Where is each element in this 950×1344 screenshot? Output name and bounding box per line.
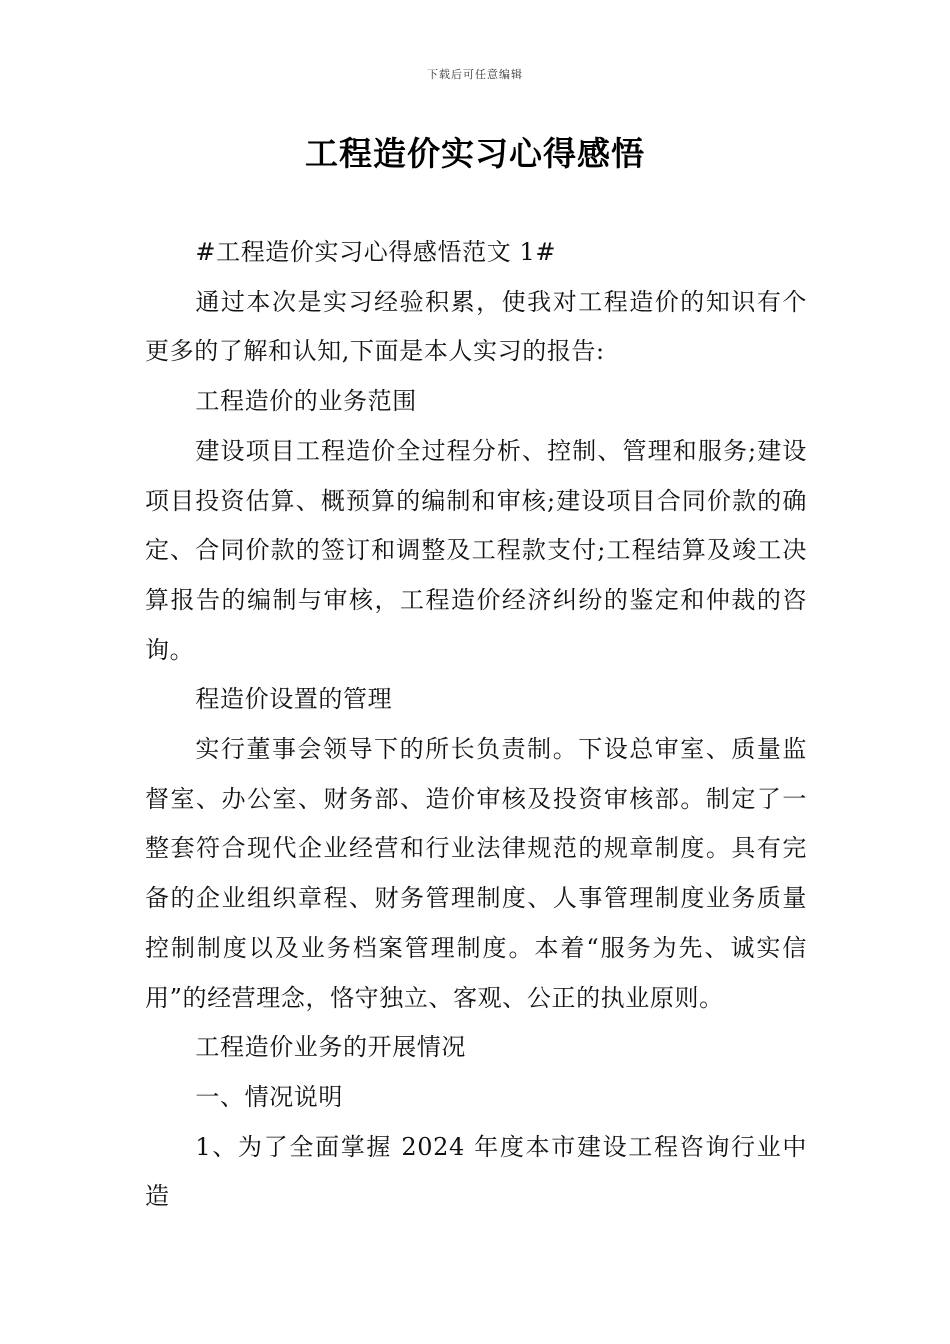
section-heading-business: 工程造价业务的开展情况: [195, 1033, 466, 1062]
paragraph-intro: 通过本次是实习经验积累，使我对工程造价的知识有个更多的了解和认知,下面是本人实习的报告:: [145, 287, 807, 366]
section-heading-scope: 工程造价的业务范围: [195, 387, 417, 416]
document-title: 工程造价实习心得感悟: [305, 134, 645, 173]
paragraph-scope: 建设项目工程造价全过程分析、控制、管理和服务;建设项目投资估算、概预算的编制和审核;建设项目合同价款的确定、合同价款的签订和调整及工程款支付;工程结算及竣工决算报告的编制与审核，工程造价经济纠纷的鉴定和仲裁的咨询。: [145, 436, 807, 664]
section-heading-sample: #工程造价实习心得感悟范文 1#: [195, 238, 557, 266]
section-heading-management: 程造价设置的管理: [195, 685, 393, 714]
section-heading-situation: 一、情况说明: [195, 1082, 343, 1111]
paragraph-item-1: 1、为了全面掌握 2024 年度本市建设工程咨询行业中造: [145, 1132, 807, 1211]
document-body: [145, 228, 807, 1222]
paragraph-management: 实行董事会领导下的所长负责制。下设总审室、质量监督室、办公室、财务部、造价审核及投资审核部。制定了一整套符合现代企业经营和行业法律规范的规章制度。具有完备的企业组织章程、财务管理制度、人事管理制度业务质量控制制度以及业务档案管理制度。本着“服务为先、诚实信用”的经营理念，恪守独立、客观、公正的执业原则。: [145, 735, 807, 1012]
header-note: 下载后可任意编辑: [427, 68, 523, 81]
